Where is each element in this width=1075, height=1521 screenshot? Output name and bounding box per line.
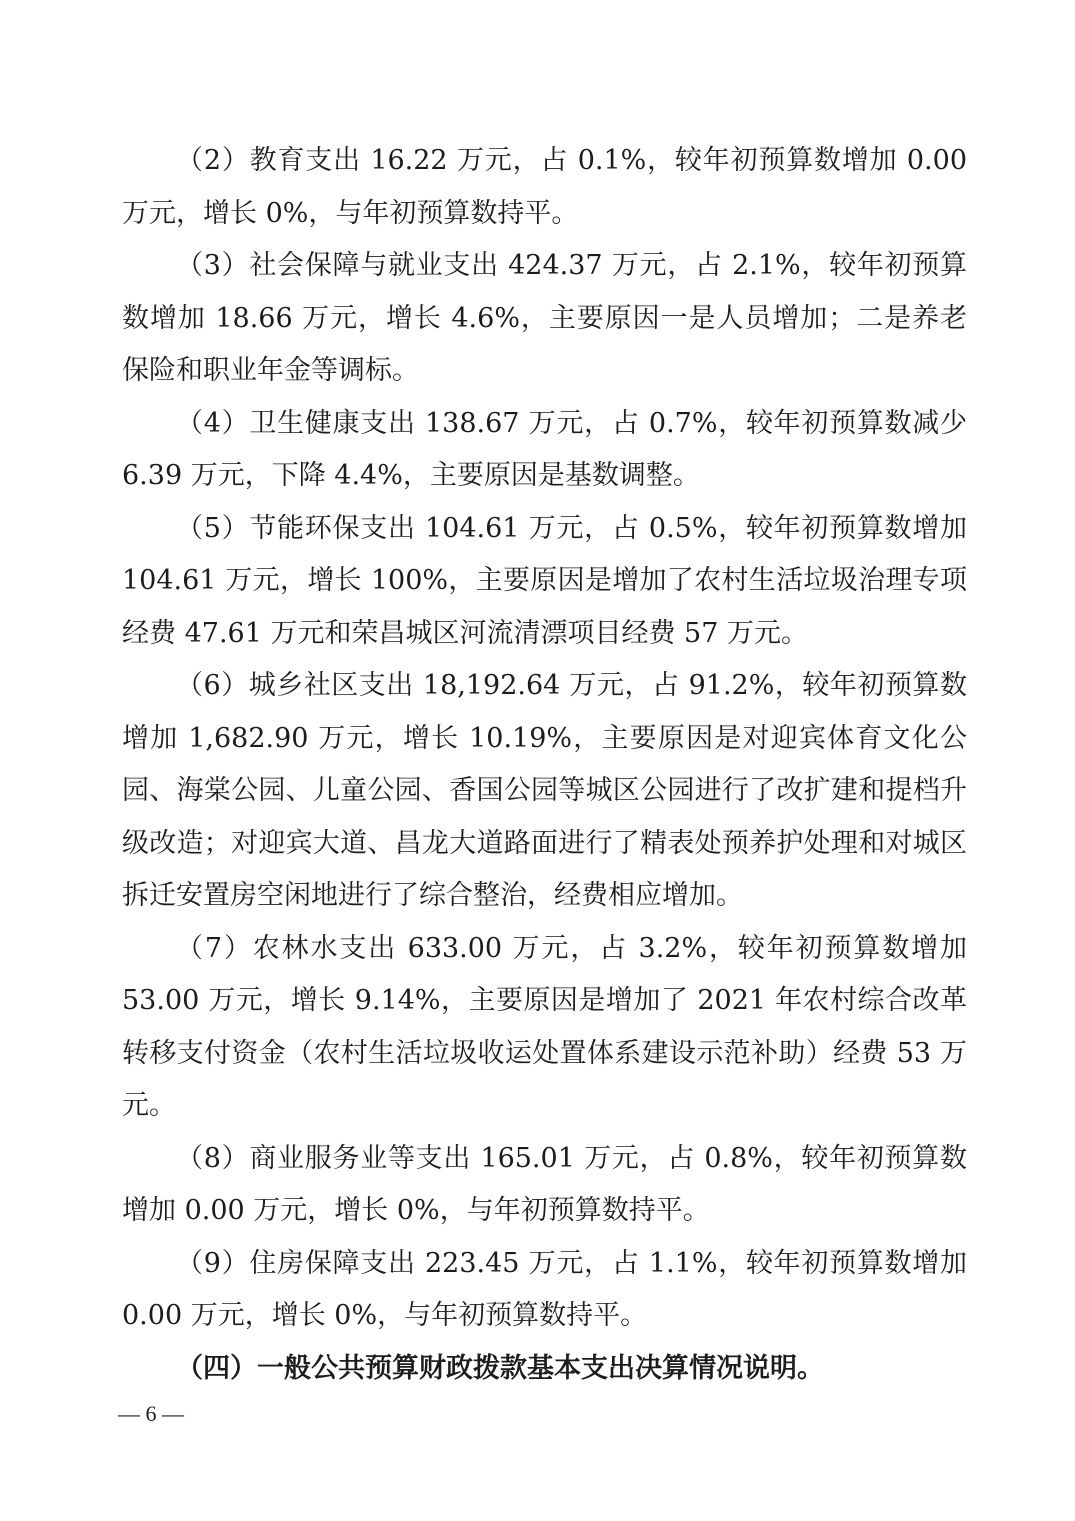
page-number: — 6 —: [118, 1401, 184, 1426]
paragraph-housing-security-expenditure: （9）住房保障支出 223.45 万元，占 1.1%，较年初预算数增加 0.00 万元，增长 0%，与年初预算数持平。: [122, 1247, 967, 1331]
paragraph-commerce-service-expenditure: （8）商业服务业等支出 165.01 万元，占 0.8%，较年初预算数增加 0.00 万元，增长 0%，与年初预算数持平。: [122, 1142, 967, 1226]
paragraph-health-expenditure: （4）卫生健康支出 138.67 万元，占 0.7%，较年初预算数减少 6.39 万元，下降 4.4%，主要原因是基数调整。: [122, 407, 967, 491]
paragraph-agriculture-forestry-water-expenditure: （7）农林水支出 633.00 万元，占 3.2%，较年初预算数增加 53.00 万元，增长 9.14%，主要原因是增加了 2021 年农村综合改革转移支付资金（农村生活垃圾收运处置体系建设示范补助）经费 53 万元。: [122, 932, 967, 1121]
paragraph-urban-rural-community-expenditure: （6）城乡社区支出 18,192.64 万元，占 91.2%，较年初预算数增加 1,682.90 万元，增长 10.19%，主要原因是对迎宾体育文化公园、海棠公园、儿童公园、香国公园等城区公园进行了改扩建和提档升级改造；对迎宾大道、昌龙大道路面进行了精表处预养护处理和对城区拆迁安置房空闲地进行了综合整治，经费相应增加。: [122, 670, 967, 911]
section-heading: （四）一般公共预算财政拨款基本支出决算情况说明。: [176, 1352, 824, 1384]
paragraph-environmental-expenditure: （5）节能环保支出 104.61 万元，占 0.5%，较年初预算数增加 104.61 万元，增长 100%，主要原因是增加了农村生活垃圾治理专项经费 47.61 万元和荣昌城区河流清漂项目经费 57 万元。: [122, 512, 967, 649]
document-body: [122, 135, 967, 1395]
paragraph-education-expenditure: （2）教育支出 16.22 万元，占 0.1%，较年初预算数增加 0.00 万元，增长 0%，与年初预算数持平。: [122, 145, 967, 229]
paragraph-social-security-expenditure: （3）社会保障与就业支出 424.37 万元，占 2.1%，较年初预算数增加 18.66 万元，增长 4.6%，主要原因一是人员增加；二是养老保险和职业年金等调标。: [122, 250, 967, 386]
